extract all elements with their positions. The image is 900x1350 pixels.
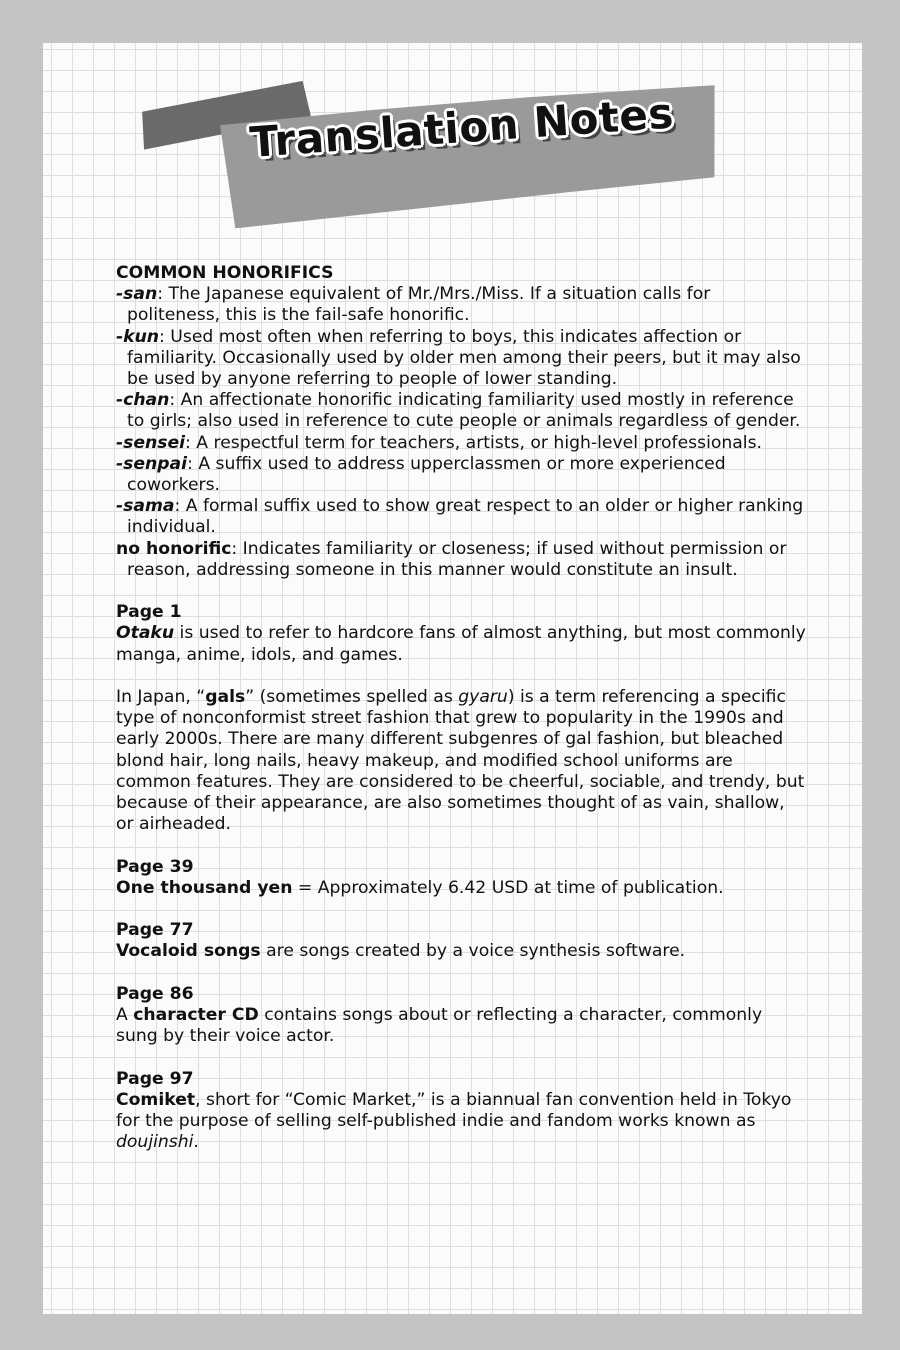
spacer — [116, 835, 806, 856]
note-vocaloid — [116, 941, 806, 962]
honorific-term: -kun — [116, 326, 160, 347]
note-term-alt: gyaru — [458, 687, 508, 708]
honorific-entry-sensei — [116, 433, 806, 454]
note-text: , short for “Comic Market,” is a biannual fan convention held in Tokyo for the purpose of selling self-published indie and fandom works known as — [116, 1089, 792, 1132]
honorific-entry-sama — [116, 496, 806, 538]
honorific-term: -sama — [116, 496, 175, 517]
spacer — [116, 581, 806, 602]
page-39-heading: Page 39 — [116, 856, 194, 877]
note-term: gals — [205, 687, 246, 708]
honorific-definition: : A respectful term for teachers, artists, or high-level professionals. — [185, 432, 762, 453]
note-text: = Approximately 6.42 USD at time of publication. — [292, 877, 724, 898]
note-comiket — [116, 1090, 806, 1154]
honorifics-heading: COMMON HONORIFICS — [116, 263, 334, 283]
note-text: A — [116, 1005, 134, 1026]
note-term: One thousand yen — [116, 877, 293, 898]
honorific-definition: : An affectionate honorific indicating familiarity used mostly in reference to girls; also used in reference to cute people or animals regardless of gender. — [127, 390, 801, 432]
note-text: are songs created by a voice synthesis software. — [260, 941, 686, 962]
spacer — [116, 963, 806, 984]
note-term: Comiket — [116, 1089, 196, 1110]
notes-content — [116, 263, 806, 1153]
honorific-definition: : A suffix used to address upperclassmen or more experienced coworkers. — [127, 453, 726, 496]
honorific-entry-kun — [116, 327, 806, 391]
honorific-term: -san — [116, 284, 158, 305]
spacer — [116, 666, 806, 687]
honorific-term: -sensei — [116, 432, 186, 453]
honorific-entry-san — [116, 284, 806, 326]
note-text: is used to refer to hardcore fans of almost anything, but most commonly manga, anime, idols, and games. — [116, 623, 806, 665]
page-1-heading: Page 1 — [116, 602, 182, 623]
spacer — [116, 899, 806, 920]
honorific-definition: : A formal suffix used to show great respect to an older or higher ranking individual. — [127, 496, 804, 538]
note-text: . — [193, 1132, 199, 1153]
honorific-entry-none — [116, 539, 806, 581]
note-text: contains songs about or reflecting a character, commonly sung by their voice actor. — [116, 1005, 763, 1047]
note-yen — [116, 878, 806, 899]
note-term: character CD — [133, 1005, 259, 1026]
note-gals — [116, 687, 806, 835]
note-text: ) is a term referencing a specific type of nonconformist street fashion that grew to popularity in the 1990s and early 2000s. There are many different subgenres of gal fashion, but bleached blond hair, long nails, heavy makeup, and modified school uniforms are common features. They are considered to be cheerful, sociable, and trendy, but because of their appearance, are also sometimes thought of as vain, shallow, or airheaded. — [116, 687, 805, 835]
honorific-definition: : Used most often when referring to boys, this indicates affection or familiarity. Occasionally used by older men among their peers, but it may also be used by anyone referring to people of lower standing. — [127, 326, 801, 390]
note-text: ” (sometimes spelled as — [245, 687, 459, 708]
note-term: Vocaloid songs — [116, 941, 261, 962]
page-77-heading: Page 77 — [116, 920, 194, 941]
honorific-term: no honorific — [116, 538, 232, 559]
page-97-heading: Page 97 — [116, 1068, 194, 1089]
honorific-term: -senpai — [116, 453, 188, 474]
honorific-entry-senpai — [116, 454, 806, 496]
page-title: Translation Notes — [248, 88, 676, 167]
note-otaku — [116, 623, 806, 665]
honorific-definition: : Indicates familiarity or closeness; if used without permission or reason, addressing someone in this manner would constitute an insult. — [127, 538, 787, 580]
note-term-alt: doujinshi — [116, 1132, 194, 1153]
honorific-entry-chan — [116, 390, 806, 432]
note-character-cd — [116, 1005, 806, 1047]
honorific-term: -chan — [116, 390, 170, 411]
note-term: Otaku — [116, 623, 175, 644]
spacer — [116, 1047, 806, 1068]
note-text: In Japan, “ — [116, 687, 206, 708]
page-86-heading: Page 86 — [116, 983, 194, 1004]
honorific-definition: : The Japanese equivalent of Mr./Mrs./Miss. If a situation calls for politeness, this is the fail-safe honorific. — [127, 284, 711, 326]
